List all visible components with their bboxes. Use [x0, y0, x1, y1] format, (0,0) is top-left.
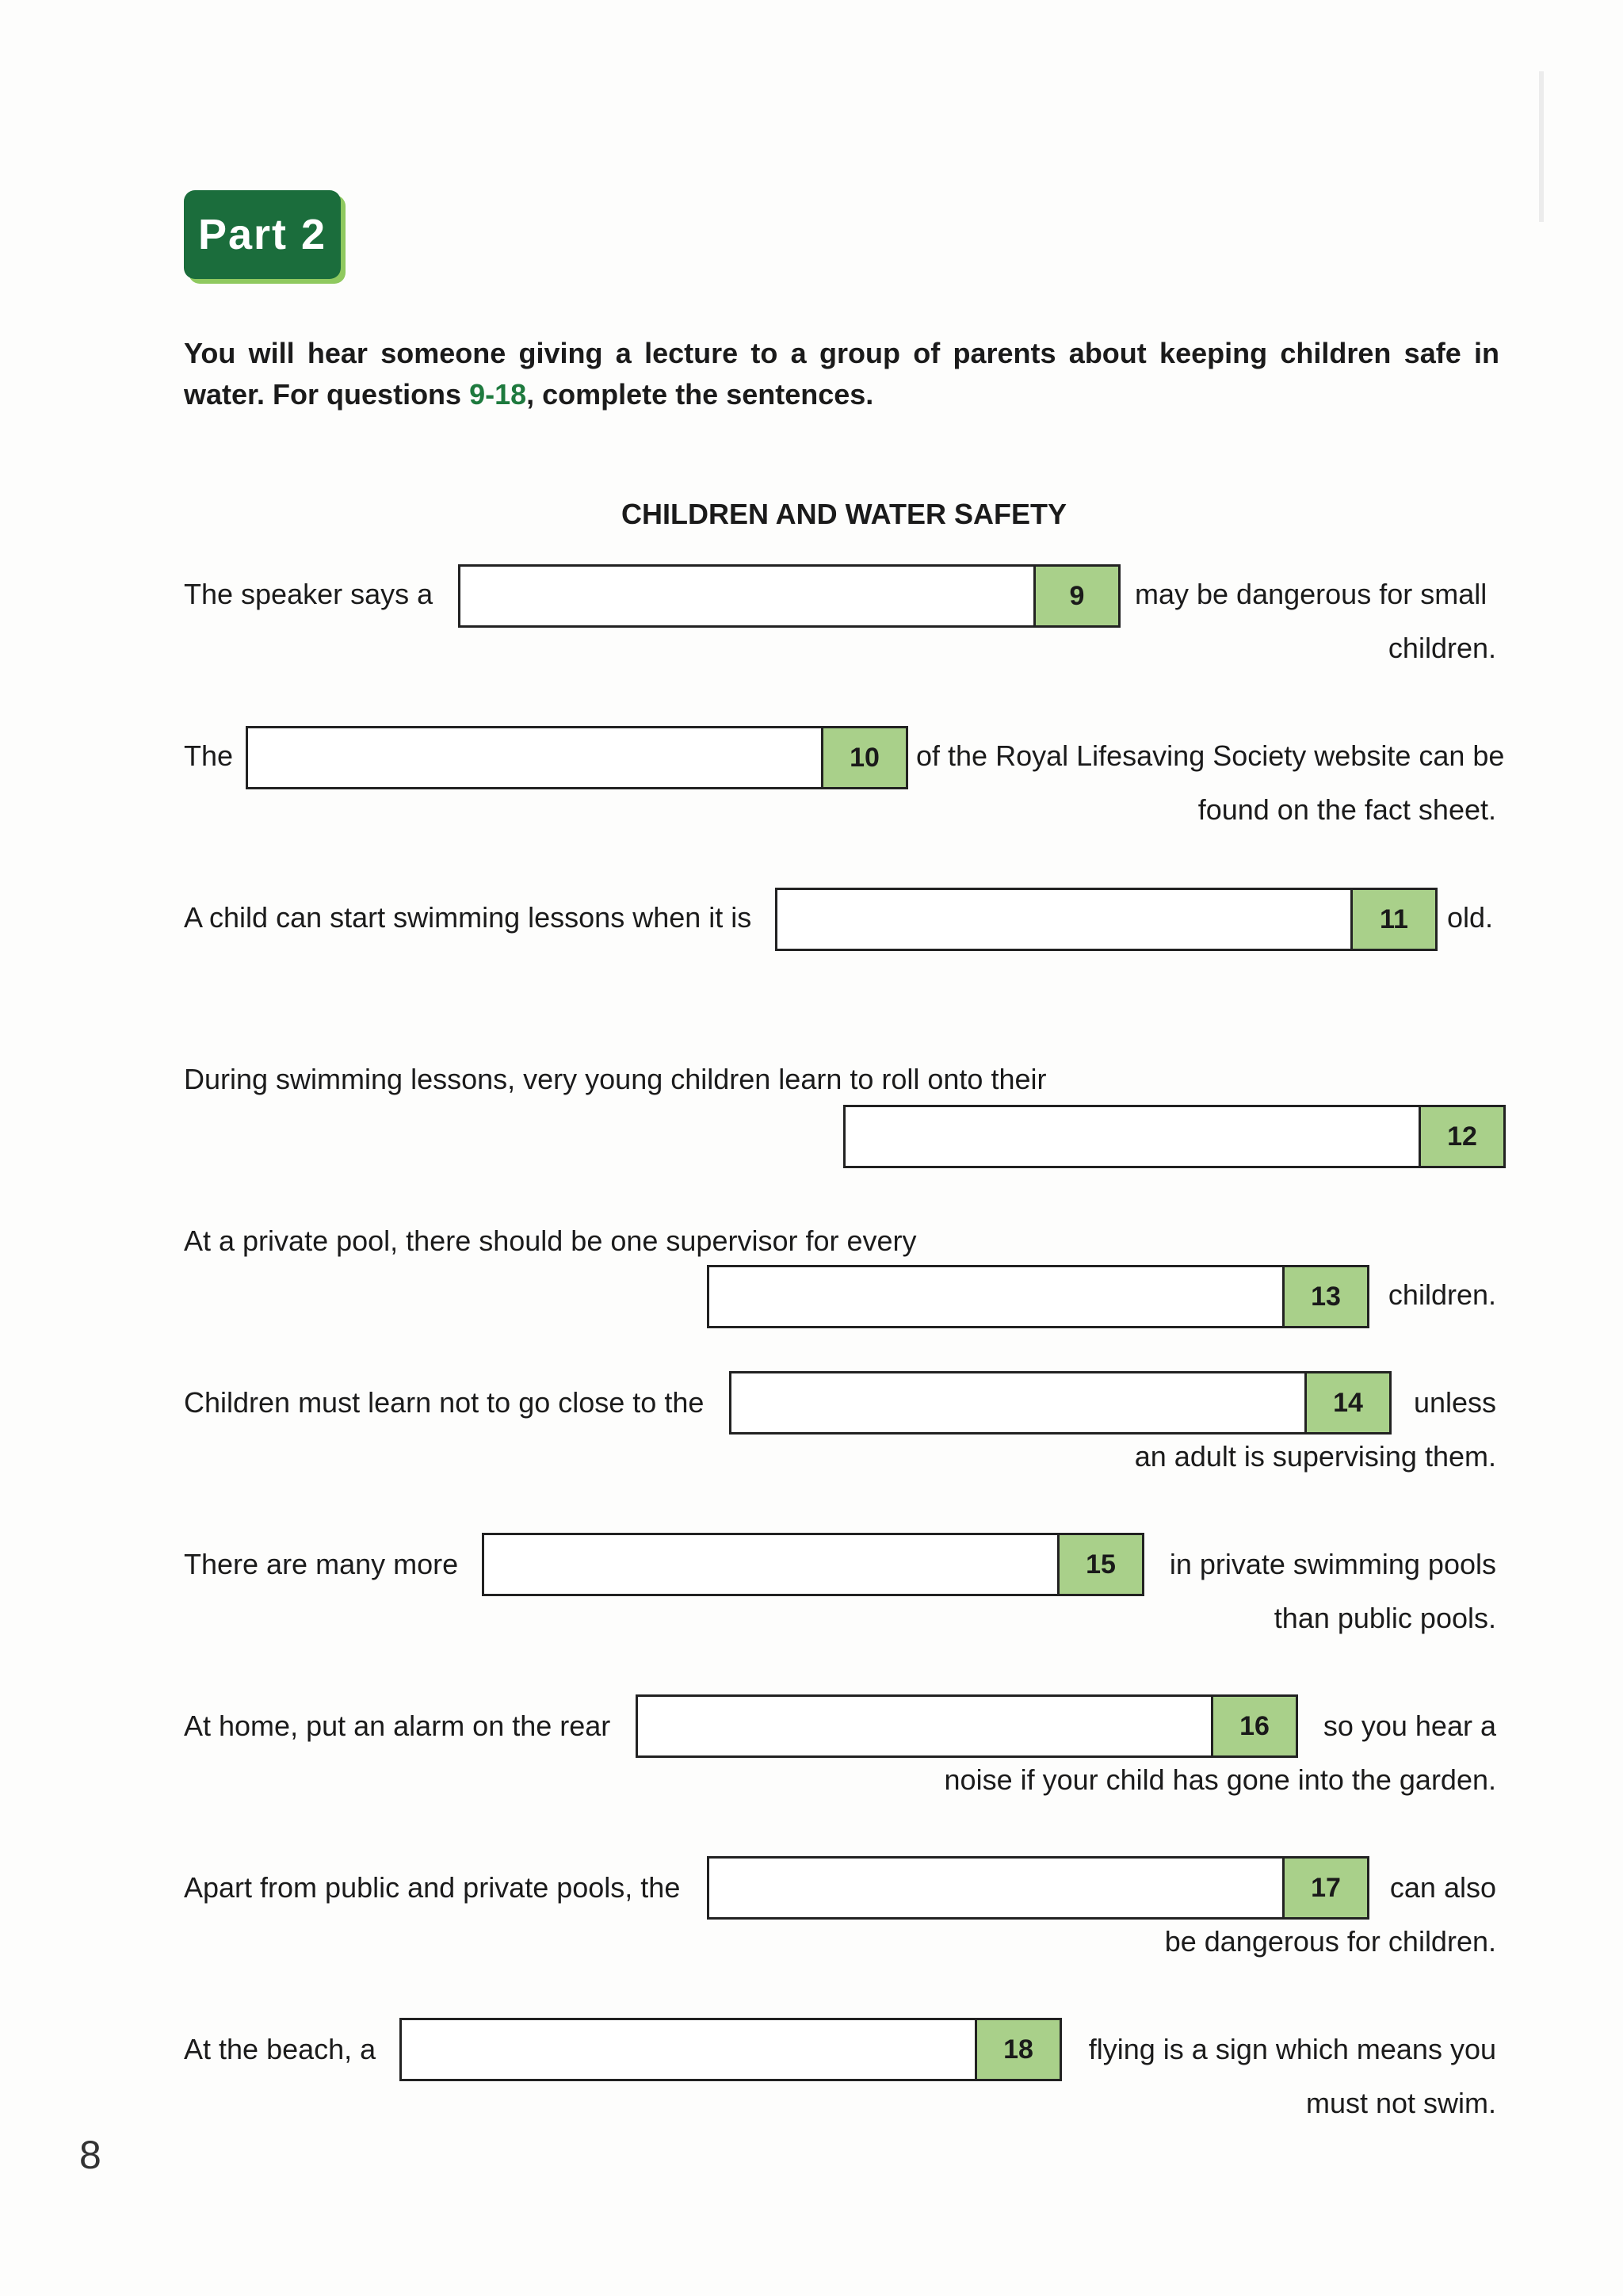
- q10-number: 10: [821, 728, 906, 787]
- q13-text-before: At a private pool, there should be one supervisor for every: [184, 1224, 917, 1257]
- q11-answer-box: [775, 888, 1438, 951]
- part-badge: Part 2: [184, 190, 341, 279]
- q13-answer-box: [707, 1265, 1369, 1328]
- q15-text-after: in private swimming pools: [1169, 1548, 1496, 1580]
- question-range: 9-18: [469, 378, 527, 411]
- scan-edge-shadow: [1539, 71, 1544, 222]
- q13-text-after: children.: [1388, 1278, 1496, 1311]
- q14-answer-box: [729, 1371, 1392, 1435]
- q10-text-continued: found on the fact sheet.: [1197, 793, 1496, 826]
- q11-number: 11: [1350, 890, 1435, 949]
- q9-text-after: may be dangerous for small: [1135, 578, 1487, 610]
- q14-answer-input[interactable]: [731, 1373, 1304, 1432]
- q12-answer-input[interactable]: [846, 1107, 1419, 1166]
- q9-text-continued: children.: [1388, 632, 1496, 664]
- q17-answer-input[interactable]: [709, 1859, 1282, 1917]
- q11-text-before: A child can start swimming lessons when it is: [184, 901, 752, 934]
- q11-answer-input[interactable]: [777, 890, 1350, 949]
- q16-answer-box: [636, 1694, 1298, 1758]
- q10-answer-input[interactable]: [248, 728, 821, 787]
- q18-answer-box: [399, 2018, 1062, 2081]
- q15-text-continued: than public pools.: [1274, 1602, 1496, 1634]
- q17-text-continued: be dangerous for children.: [1164, 1925, 1496, 1958]
- q18-text-continued: must not swim.: [1305, 2087, 1496, 2119]
- instructions: [184, 333, 1499, 415]
- q15-answer-input[interactable]: [484, 1535, 1057, 1594]
- q18-number: 18: [975, 2020, 1060, 2079]
- section-title: CHILDREN AND WATER SAFETY: [621, 498, 1067, 530]
- q12-text-before: During swimming lessons, very young children learn to roll onto their: [184, 1063, 1047, 1095]
- q11-text-after: old.: [1447, 901, 1494, 934]
- q13-answer-input[interactable]: [709, 1267, 1282, 1326]
- q9-number: 9: [1033, 567, 1118, 625]
- q16-text-continued: noise if your child has gone into the garden.: [944, 1763, 1496, 1796]
- q10-answer-box: [246, 726, 908, 789]
- q16-text-after: so you hear a: [1323, 1710, 1496, 1742]
- page-number: 8: [79, 2133, 101, 2177]
- q18-text-after: flying is a sign which means you: [1088, 2033, 1496, 2065]
- q15-number: 15: [1057, 1535, 1142, 1594]
- q17-text-after: can also: [1389, 1871, 1496, 1904]
- instructions-text-end: , complete the sentences.: [526, 378, 874, 411]
- q9-answer-box: [458, 564, 1121, 628]
- q12-number: 12: [1419, 1107, 1503, 1166]
- q9-text-before: The speaker says a: [184, 578, 433, 610]
- q10-text-before: The: [184, 739, 234, 772]
- q13-number: 13: [1282, 1267, 1367, 1326]
- q15-text-before: There are many more: [184, 1548, 459, 1580]
- q18-text-before: At the beach, a: [184, 2033, 376, 2065]
- q12-answer-box: [843, 1105, 1506, 1168]
- q10-text-after: of the Royal Lifesaving Society website can be: [916, 739, 1505, 772]
- q14-text-after: unless: [1413, 1386, 1496, 1419]
- q16-text-before: At home, put an alarm on the rear: [184, 1710, 611, 1742]
- q17-answer-box: [707, 1856, 1369, 1920]
- q14-text-before: Children must learn not to go close to the: [184, 1386, 705, 1419]
- q17-text-before: Apart from public and private pools, the: [184, 1871, 681, 1904]
- q9-answer-input[interactable]: [460, 567, 1033, 625]
- q18-answer-input[interactable]: [402, 2020, 975, 2079]
- q14-number: 14: [1304, 1373, 1389, 1432]
- q15-answer-box: [482, 1533, 1144, 1596]
- q17-number: 17: [1282, 1859, 1367, 1917]
- q14-text-continued: an adult is supervising them.: [1134, 1440, 1496, 1473]
- instructions-text-start: You will hear someone giving a lecture to a group of parents about keeping children safe in water. For questions: [184, 337, 1499, 411]
- q16-answer-input[interactable]: [638, 1697, 1211, 1755]
- q16-number: 16: [1211, 1697, 1296, 1755]
